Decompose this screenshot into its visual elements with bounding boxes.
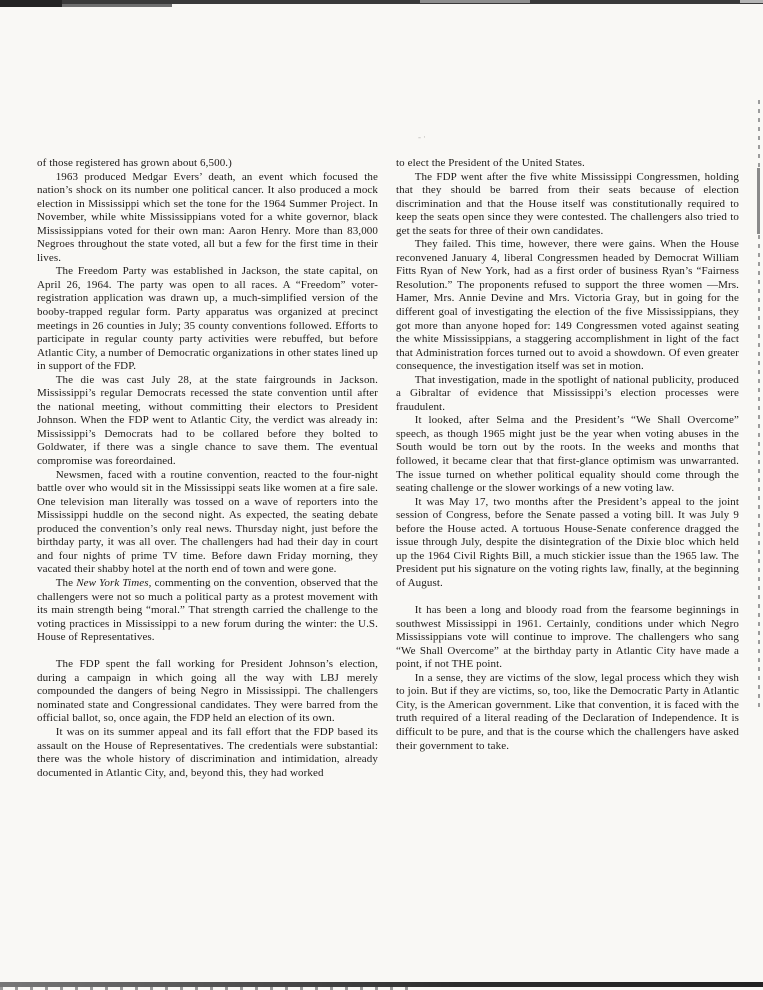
citation-pre-text: The — [55, 576, 77, 589]
paragraph: They failed. This time, however, there were gains. When the House reconvened January 4, liberal Congressmen headed by Democrat William Fitts Ryan of New York, had as a first order of business Ryan’s “Fairness Resolution.” The proponents refused to support the three women —Mrs. Hamer, Mrs. Annie Devine and Mrs. Victoria Gray, but in going for the different goal of investigating the election of the five Mississippians, they got more than anyone hoped for: 149 Congressmen voted against seating the white Mississippians, a staggering accomplishment in light of the fact that Administration forces turned out to avoid a showdown. Of even greater consequence, the investigation itself was set in motion. — [396, 238, 739, 373]
italic-citation: New York Times, — [76, 576, 152, 589]
paragraph-section-start: The FDP spent the fall working for President Johnson’s election, during a campaign in which going all the way with LBJ merely compounded the dangers of being Negro in Mississippi. The challengers nominated state and Congressional candidates. They were barred from the official ballot, so, once again, the FDP held an election of its own. — [37, 658, 378, 725]
paragraph-with-citation — [37, 577, 378, 645]
paragraph: It looked, after Selma and the President’s “We Shall Overcome” speech, as though 1965 might just be the year when voting abuses in the South would be torn out by the roots. In the weeks and months that followed, it became clear that that first-glance optimism was unwarranted. The issue turned on whether political equality should come through the seating challenge or the slower workings of a new voting law. — [396, 414, 739, 495]
paragraph-continuation: to elect the President of the United States. — [396, 157, 585, 169]
paragraph: 1963 produced Medgar Evers’ death, an event which focused the nation’s shock on its number one political cancer. It also produced a mock election in Mississippi which set the tone for the 1964 Summer Project. In November, while white Mississippians voted for a white governor, black Mississippians voted for their own man: Aaron Henry. More than 83,000 Negroes throughout the state voted, all but a few for the first time in their lives. — [37, 170, 378, 264]
scan-artifact-top-edge — [0, 0, 763, 4]
paragraph-continuation: of those registered has grown about 6,500.) — [37, 157, 232, 169]
scan-artifact-right-dashed-line — [758, 100, 760, 710]
citation-post-text: commenting on the convention, observed that the challengers were not so much a political party as a protest movement with its main strength being “moral.” That strength carried the challenge to the voting practices in Mississippi to a new forum during the winter: the U.S. House of Representatives. — [37, 576, 378, 644]
paragraph: It was May 17, two months after the President’s appeal to the joint session of Congress, before the Senate passed a voting bill. It was July 9 before the House acted. A tortuous House-Senate conference dragged the issue through July, despite the disintegration of the Dixie bloc which held up the 1964 Civil Rights Bill, a much stickier issue than the 1965 law. The President put his signature on the voting rights law, finally, at the beginning of August. — [396, 495, 739, 589]
paragraph: It was on its summer appeal and its fall effort that the FDP based its assault on the House of Representatives. The credentials were substantial: there was the whole history of discrimination and intimidation, already documented in Atlantic City, and, beyond this, they had worked — [37, 725, 378, 779]
pencil-mark: -· — [418, 132, 428, 142]
scan-artifact-top-left-dark — [0, 0, 62, 7]
paragraph: That investigation, made in the spotlight of national publicity, produced a Gibraltar of evidence that Mississippi’s election processes were fraudulent. — [396, 373, 739, 413]
scan-artifact-right-solid-segment — [757, 168, 760, 234]
scan-artifact-top-gray-patch — [420, 0, 530, 3]
paragraph: The FDP went after the five white Mississippi Congressmen, holding that they should be barred from their seats because of election discrimination and that the House itself was constitutionally required to keep the seats open since they were contested. The challengers also tried to get the seats for three of their own candidates. — [396, 170, 739, 237]
scan-artifact-top-right-fade — [740, 0, 763, 3]
paragraph: Newsmen, faced with a routine convention, reacted to the four-night battle over who would sit in the Mississippi seats like women at a fire sale. One television man literally was tossed on a wave of reporters into the Mississippi huddle on the second night. As expected, the seating debate produced the convention’s only real news. Thursday night, just before the birthday party, it was all over. The challengers had had their day in court and four nights of prime TV time. Before dawn Friday morning, they vacated their shabby hotel at the north end of town and were gone. — [37, 468, 378, 576]
right-column — [396, 157, 739, 753]
left-column — [37, 157, 378, 780]
paragraph: In a sense, they are victims of the slow, legal process which they wish to join. But if they are victims, so, too, like the Democratic Party in Atlantic City, is the American government. Like that convention, it is faced with the truth required of a literal reading of the Declaration of Independence. It is difficult to be pure, and that is the course which the challengers have asked their government to take. — [396, 671, 739, 752]
paragraph: The Freedom Party was established in Jackson, the state capital, on April 26, 1964. The party was open to all races. A “Freedom” voter-registration application was drawn up, a much-simplified version of the booby-trapped regular form. Party apparatus was organized at precinct meetings in 26 counties in July; 35 county conventions followed. Efforts to participate in regular county party activities were rebuffed, but before Atlantic City, a number of Democratic organizations in other states lined up in support of the FDP. — [37, 265, 378, 373]
paragraph-section-start: It has been a long and bloody road from the fearsome beginnings in southwest Mississippi in 1961. Certainly, conditions under which Negro Mississippians vote will continue to improve. The challengers who sang “We Shall Overcome” at the birthday party in Atlantic City have made a point, if not THE point. — [396, 604, 739, 671]
paragraph: The die was cast July 28, at the state fairgrounds in Jackson. Mississippi’s regular Democrats recessed the state convention until after the national meeting, without committing their electors to President Johnson. When the FDP went to Atlantic City, the verdict was already in: Mississippi’s Democrats had to be collared before they bolted to Goldwater, if there was a single chance to save them. The eventual compromise was foreordained. — [37, 373, 378, 468]
scan-artifact-top-left-gray — [62, 4, 172, 7]
